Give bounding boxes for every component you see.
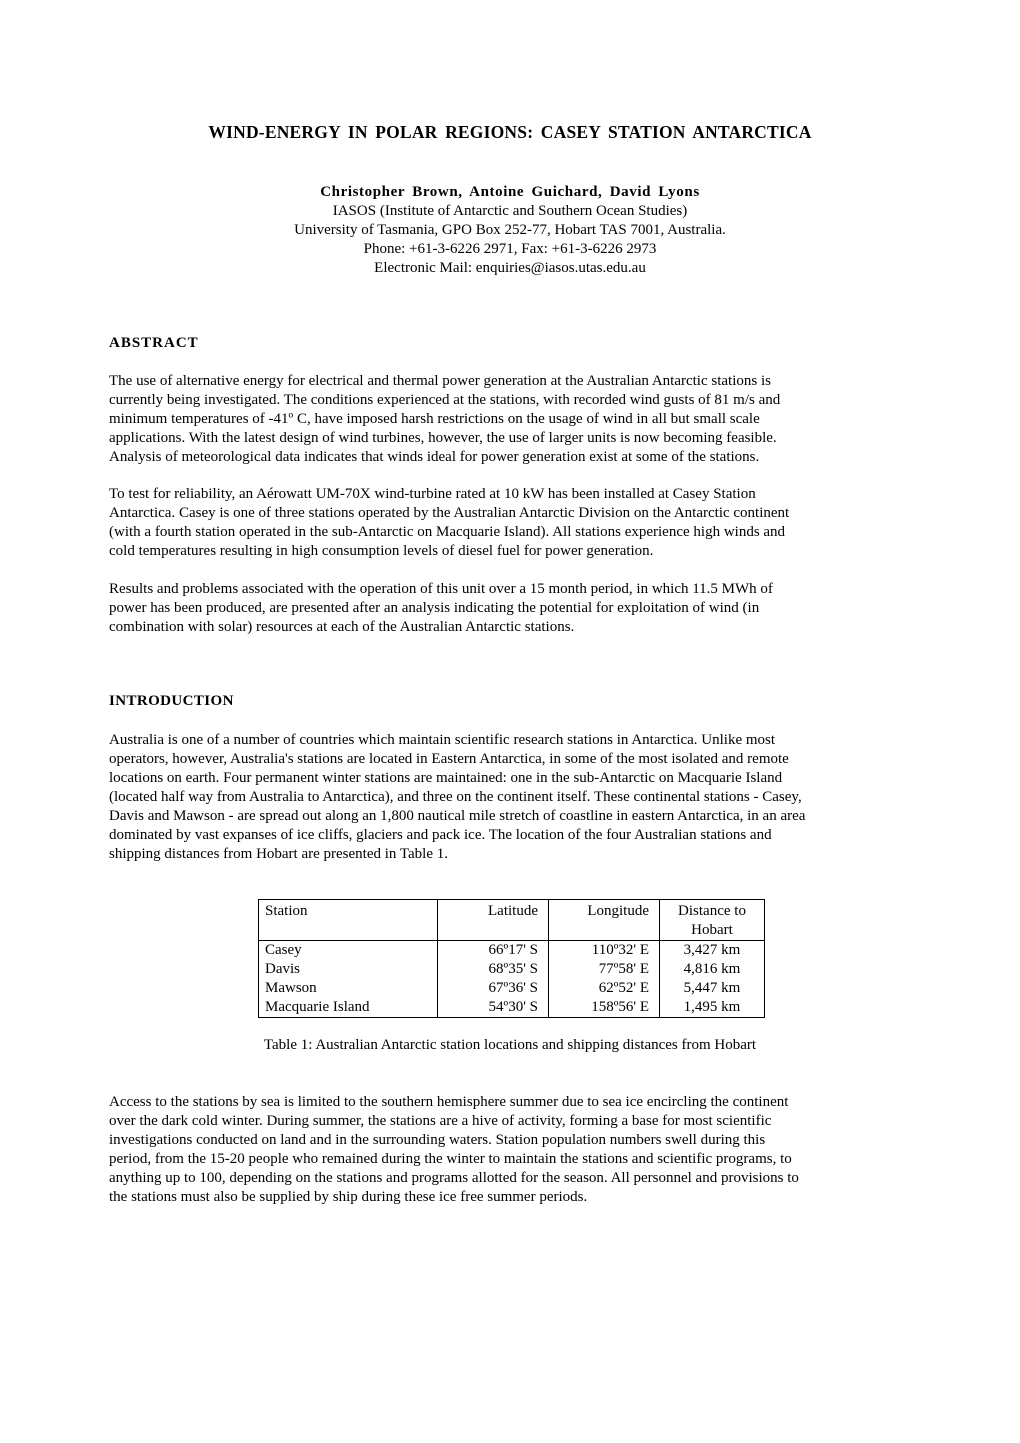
- text-line: To test for reliability, an Aérowatt UM-70X wind-turbine rated at 10 kW has been installed at Casey Station: [109, 486, 756, 502]
- cell-station: Mawson: [259, 979, 438, 998]
- abstract-paragraph-1: [109, 372, 914, 467]
- author-email: Electronic Mail: enquiries@iasos.utas.edu.au: [374, 260, 646, 276]
- text-line: applications. With the latest design of wind turbines, however, the use of larger units is now becoming feasible.: [109, 430, 777, 446]
- text-line: Analysis of meteorological data indicates that winds ideal for power generation exist at some of the stations.: [109, 449, 760, 465]
- cell-distance: 1,495 km: [660, 998, 765, 1018]
- text-line: Results and problems associated with the operation of this unit over a 15 month period, in which 11.5 MWh of: [109, 581, 773, 597]
- text-line: cold temperatures resulting in high consumption levels of diesel fuel for power generation.: [109, 543, 654, 559]
- column-header-latitude: Latitude: [438, 900, 549, 941]
- abstract-paragraph-3: [109, 580, 914, 637]
- cell-longitude: 110º32' E: [549, 941, 660, 961]
- cell-station: Davis: [259, 960, 438, 979]
- table-caption: Table 1: Australian Antarctic station locations and shipping distances from Hobart: [263, 1037, 757, 1053]
- paper-title: WIND-ENERGY IN POLAR REGIONS: CASEY STATION ANTARCTICA: [208, 122, 812, 142]
- text-line: power has been produced, are presented after an analysis indicating the potential for exploitation of wind (in: [109, 600, 760, 616]
- author-affiliation: IASOS (Institute of Antarctic and Southern Ocean Studies): [332, 203, 688, 219]
- text-line: (with a fourth station operated in the sub-Antarctic on Macquarie Island). All stations experience high winds and: [109, 524, 786, 540]
- text-line: Davis and Mawson - are spread out along an 1,800 nautical mile stretch of coastline in eastern Antarctica, in an area: [109, 808, 806, 824]
- cell-station: Macquarie Island: [259, 998, 438, 1018]
- column-header-distance-line2: Hobart: [691, 922, 733, 938]
- text-line: over the dark cold winter. During summer, the stations are a hive of activity, forming a base for most scientific: [109, 1113, 772, 1129]
- introduction-paragraph-1: [109, 731, 914, 864]
- text-line: (located half way from Australia to Antarctica), and three on the continent itself. These continental stations - Casey,: [109, 789, 802, 805]
- text-line: minimum temperatures of -41º C, have imposed harsh restrictions on the usage of wind in all but small scale: [109, 411, 760, 427]
- cell-distance: 5,447 km: [660, 979, 765, 998]
- abstract-heading: ABSTRACT: [109, 335, 199, 351]
- table-header-row: [259, 900, 765, 941]
- introduction-paragraph-2: [109, 1093, 914, 1207]
- cell-distance: 4,816 km: [660, 960, 765, 979]
- text-line: combination with solar) resources at each of the Australian Antarctic stations.: [109, 619, 575, 635]
- author-phone: Phone: +61-3-6226 2971, Fax: +61-3-6226 2973: [363, 241, 657, 257]
- text-line: currently being investigated. The conditions experienced at the stations, with recorded wind gusts of 81 m/s and: [109, 392, 781, 408]
- text-line: the stations must also be supplied by ship during these ice free summer periods.: [109, 1189, 588, 1205]
- text-line: Australia is one of a number of countries which maintain scientific research stations in Antarctica. Unlike most: [109, 732, 776, 748]
- text-line: Access to the stations by sea is limited to the southern hemisphere summer due to sea ice encircling the continent: [109, 1094, 789, 1110]
- text-line: anything up to 100, depending on the stations and programs allotted for the season. All personnel and provisions to: [109, 1170, 799, 1186]
- cell-latitude: 67º36' S: [438, 979, 549, 998]
- author-names: Christopher Brown, Antoine Guichard, David Lyons: [320, 184, 700, 200]
- text-line: dominated by vast expanses of ice cliffs, glaciers and pack ice. The location of the four Australian stations and: [109, 827, 772, 843]
- author-block: [0, 183, 1020, 278]
- cell-longitude: 62º52' E: [549, 979, 660, 998]
- cell-latitude: 54º30' S: [438, 998, 549, 1018]
- table-row: [259, 941, 765, 961]
- column-header-longitude: Longitude: [549, 900, 660, 941]
- text-line: period, from the 15-20 people who remained during the winter to maintain the stations and scientific programs, to: [109, 1151, 792, 1167]
- text-line: The use of alternative energy for electrical and thermal power generation at the Australian Antarctic stations is: [109, 373, 771, 389]
- text-line: investigations conducted on land and in the surrounding waters. Station population numbers swell during this: [109, 1132, 766, 1148]
- cell-longitude: 77º58' E: [549, 960, 660, 979]
- cell-longitude: 158º56' E: [549, 998, 660, 1018]
- text-line: locations on earth. Four permanent winter stations are maintained: one in the sub-Antarctic on Macquarie Island: [109, 770, 783, 786]
- table-row: [259, 998, 765, 1018]
- station-table: [258, 899, 765, 1018]
- abstract-paragraph-2: [109, 485, 914, 561]
- table-row: [259, 960, 765, 979]
- table-row: [259, 979, 765, 998]
- text-line: operators, however, Australia's stations are located in Eastern Antarctica, in some of the most isolated and remote: [109, 751, 789, 767]
- text-line: Antarctica. Casey is one of three stations operated by the Australian Antarctic Division on the Antarctic continent: [109, 505, 790, 521]
- cell-distance: 3,427 km: [660, 941, 765, 961]
- column-header-distance: [660, 900, 765, 941]
- cell-latitude: 66º17' S: [438, 941, 549, 961]
- column-header-station: Station: [259, 900, 438, 941]
- cell-latitude: 68º35' S: [438, 960, 549, 979]
- author-address: University of Tasmania, GPO Box 252-77, Hobart TAS 7001, Australia.: [294, 222, 726, 238]
- cell-station: Casey: [259, 941, 438, 961]
- text-line: shipping distances from Hobart are presented in Table 1.: [109, 846, 448, 862]
- introduction-heading: INTRODUCTION: [109, 693, 234, 709]
- column-header-distance-line1: Distance to: [678, 903, 746, 919]
